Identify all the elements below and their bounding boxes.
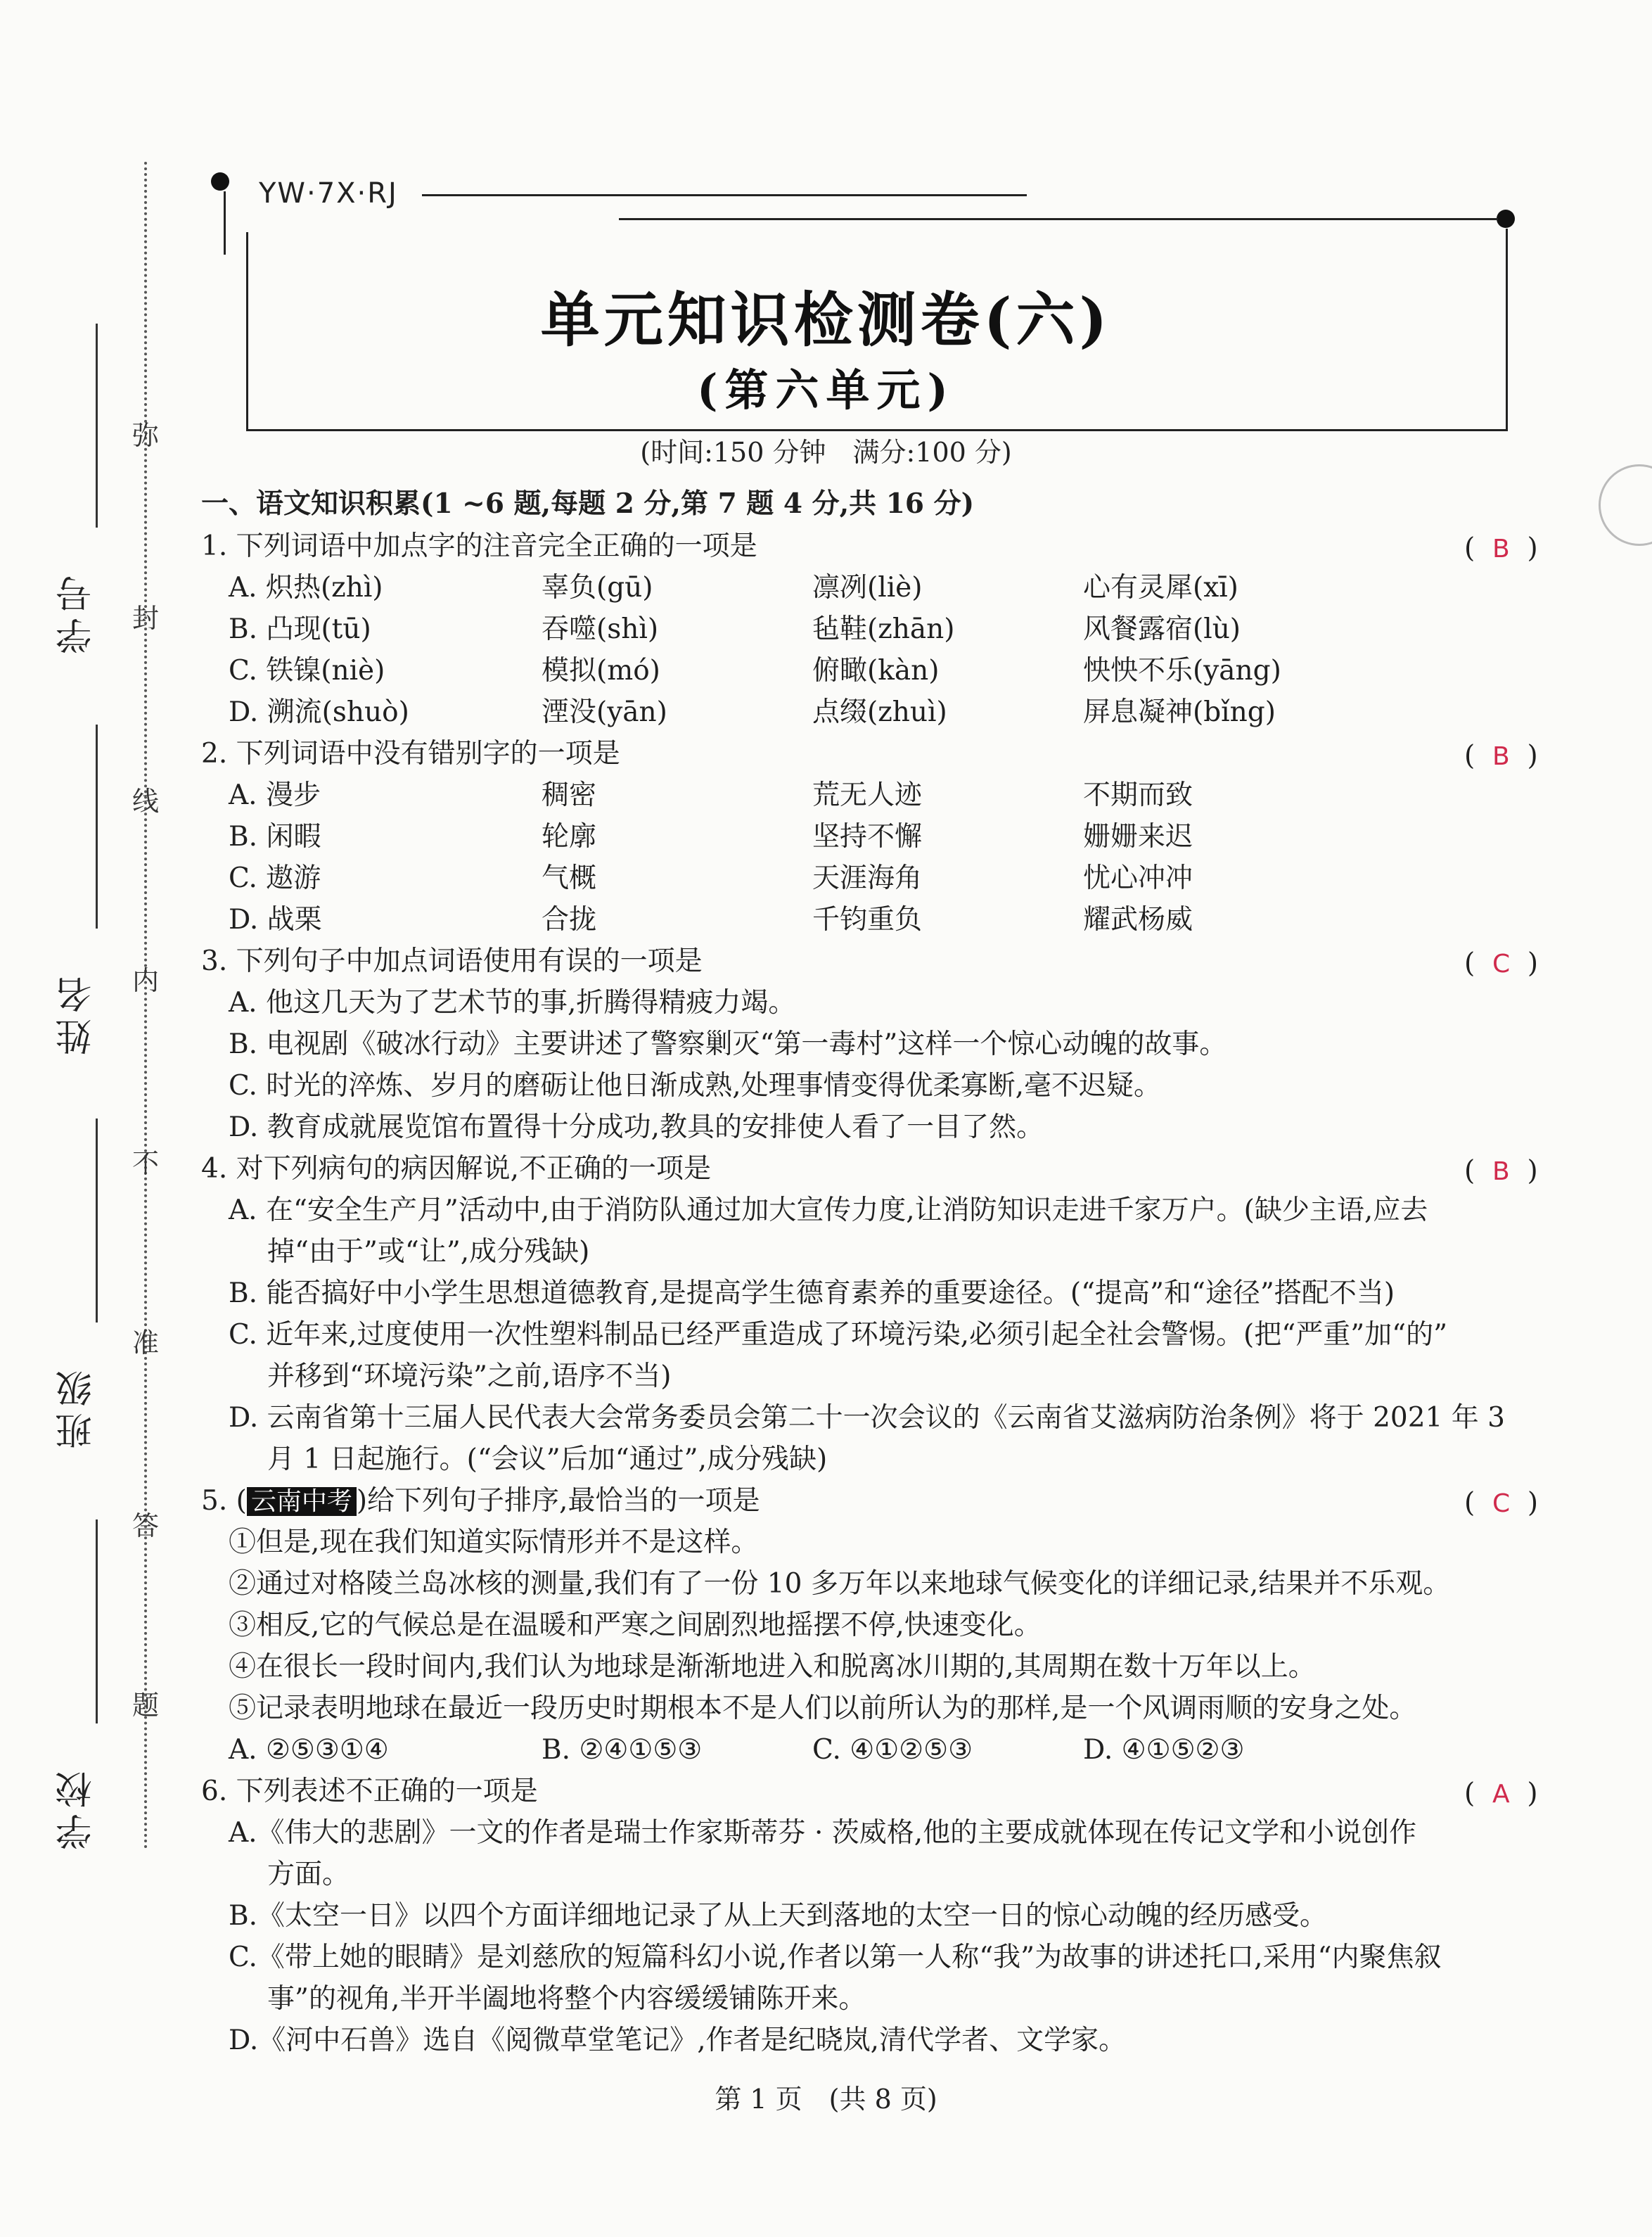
q2-cell: 姗姗来迟 (1083, 821, 1193, 853)
q1-cell: 点缀(zhuì) (812, 696, 947, 728)
q3-option: D. 教育成就展览馆布置得十分成功,教具的安排使人看了一目了然。 (229, 1111, 1044, 1143)
q4-answer-value: B (1492, 1157, 1510, 1186)
q5-choice: B. ②④①⑤③ (542, 1734, 703, 1766)
header-rule-top (422, 194, 1027, 196)
q6-line: B.《太空一日》以四个方面详细地记录了从上天到落地的太空一日的惊心动魄的经历感受。 (229, 1900, 1328, 1932)
time-info: (时间:150 分钟 满分:100 分) (640, 437, 1012, 468)
seal-stamp (1599, 464, 1652, 546)
q6-stem: 6. 下列表述不正确的一项是 (201, 1776, 538, 1807)
q5-answer-value: C (1492, 1489, 1511, 1518)
q3-option: B. 电视剧《破冰行动》主要讲述了警察剿灭“第一毒村”这样一个惊心动魄的故事。 (229, 1028, 1227, 1060)
q5-answer: ( C ) (1464, 1487, 1539, 1519)
q5-sentence: ④在很长一段时间内,我们认为地球是渐渐地进入和脱离冰川期的,其周期在数十万年以上。 (229, 1651, 1316, 1683)
seal-char: 线 (132, 786, 160, 817)
q4-line: B. 能否搞好中小学生思想道德教育,是提高学生德育素养的重要途径。(“提高”和“途径”搭配不当) (229, 1277, 1395, 1309)
seal-char: 封 (132, 603, 160, 634)
q1-cell: 怏怏不乐(yāng) (1083, 655, 1281, 687)
q1-cell: A. 炽热(zhì) (229, 572, 383, 604)
q2-answer-value: B (1492, 742, 1510, 771)
page-subtitle: (第六单元) (697, 364, 955, 416)
q2-cell: 荒无人迹 (812, 779, 923, 811)
q3-answer: ( C ) (1464, 948, 1539, 979)
q1-cell: B. 凸现(tū) (229, 613, 371, 645)
q1-answer: ( B ) (1464, 533, 1538, 564)
field-label-name: 姓名 (56, 971, 98, 1055)
header-dot-right (1497, 210, 1515, 228)
q1-cell: 毡鞋(zhān) (812, 613, 955, 645)
field-label-student-id: 学号 (56, 570, 98, 654)
q2-cell: 合拢 (542, 904, 597, 936)
q6-line: 事”的视角,半开半阖地将整个内容缓缓铺陈开来。 (267, 1983, 866, 2015)
q1-cell: 屏息凝神(bǐng) (1083, 696, 1276, 728)
q1-cell: 吞噬(shì) (542, 613, 659, 645)
q4-line: C. 近年来,过度使用一次性塑料制品已经严重造成了环境污染,必须引起全社会警惕。(把“严重”加“的” (229, 1319, 1448, 1351)
q4-line: 并移到“环境污染”之前,语序不当) (267, 1360, 672, 1392)
field-label-class: 班级 (56, 1365, 98, 1449)
q2-cell: 坚持不懈 (812, 821, 923, 853)
q6-line: C.《带上她的眼睛》是刘慈欣的短篇科幻小说,作者以第一人称“我”为故事的讲述托口,采用“内聚焦叙 (229, 1942, 1442, 1973)
q2-cell: 稠密 (542, 779, 597, 811)
q3-option: A. 他这几天为了艺术节的事,折腾得精疲力竭。 (229, 987, 796, 1019)
q2-cell: 不期而致 (1083, 779, 1193, 811)
q5-choice: D. ④①⑤②③ (1083, 1734, 1245, 1766)
header-rule-left-vertical (224, 191, 226, 255)
q5-sentence: ②通过对格陵兰岛冰核的测量,我们有了一份 10 多万年以来地球气候变化的详细记录,结果并不乐观。 (229, 1568, 1451, 1600)
field-line-class[interactable] (96, 1118, 98, 1323)
q2-cell: A. 漫步 (229, 779, 321, 811)
q1-cell: 心有灵犀(xī) (1083, 572, 1238, 604)
q6-answer-value: A (1492, 1780, 1510, 1809)
q1-cell: 凛冽(liè) (812, 572, 923, 604)
q4-line: 月 1 日起施行。(“会议”后加“通过”,成分残缺) (267, 1443, 828, 1475)
page-title: 单元知识检测卷(六) (540, 285, 1112, 355)
q6-line: A.《伟大的悲剧》一文的作者是瑞士作家斯蒂芬 · 茨威格,他的主要成就体现在传记文学和小说创作 (229, 1817, 1417, 1849)
field-label-school: 学校 (56, 1766, 98, 1850)
seal-char: 不 (132, 1148, 160, 1179)
q6-line: D.《河中石兽》选自《阅微草堂笔记》,作者是纪晓岚,清代学者、文学家。 (229, 2025, 1127, 2056)
q1-answer-value: B (1492, 535, 1510, 563)
q5-source-tag: 云南中考 (247, 1487, 357, 1516)
q4-line: 掉“由于”或“让”,成分残缺) (267, 1236, 590, 1268)
q5-sentence: ⑤记录表明地球在最近一段历史时期根本不是人们以前所认为的那样,是一个风调雨顺的安身之处。 (229, 1693, 1417, 1724)
q1-cell: 模拟(mó) (542, 655, 660, 687)
q1-cell: D. 溯流(shuò) (229, 696, 409, 728)
q2-cell: 千钧重负 (812, 904, 923, 936)
paper-code: YW·7X·RJ (259, 177, 398, 210)
q5-sentence: ③相反,它的气候总是在温暖和严寒之间剧烈地摇摆不停,快速变化。 (229, 1610, 1042, 1641)
seal-char: 答 (132, 1510, 160, 1541)
field-line-school[interactable] (96, 1519, 98, 1723)
seal-char: 内 (132, 965, 160, 996)
q2-stem: 2. 下列词语中没有错别字的一项是 (201, 738, 620, 770)
seal-char: 弥 (132, 420, 160, 451)
seal-char: 题 (132, 1690, 160, 1721)
q2-cell: 轮廓 (542, 821, 597, 853)
q2-cell: 忧心冲冲 (1083, 862, 1193, 894)
q2-cell: B. 闲暇 (229, 821, 321, 853)
page-footer: 第 1 页 (共 8 页) (715, 2084, 937, 2115)
q1-cell: 辜负(gū) (542, 572, 653, 604)
q3-answer-value: C (1492, 950, 1511, 979)
q4-line: A. 在“安全生产月”活动中,由于消防队通过加大宣传力度,让消防知识走进千家万户。(缺少主语,应去 (229, 1194, 1428, 1226)
q2-cell: D. 战栗 (229, 904, 322, 936)
q3-stem: 3. 下列句子中加点词语使用有误的一项是 (201, 945, 703, 977)
q4-stem: 4. 对下列病句的病因解说,不正确的一项是 (201, 1153, 712, 1185)
q2-cell: C. 遨游 (229, 862, 321, 894)
q3-option: C. 时光的淬炼、岁月的磨砺让他日渐成熟,处理事情变得优柔寡断,毫不迟疑。 (229, 1070, 1162, 1102)
seal-char: 准 (132, 1327, 160, 1358)
q5-stem (201, 1487, 760, 1515)
field-line-name[interactable] (96, 725, 98, 929)
q6-line: 方面。 (267, 1859, 350, 1890)
q6-answer: ( A ) (1464, 1778, 1538, 1809)
q1-cell: C. 铁镍(niè) (229, 655, 385, 687)
q1-cell: 湮没(yān) (542, 696, 667, 728)
header-rule-right (619, 218, 1498, 220)
q2-cell: 耀武杨威 (1083, 904, 1193, 936)
q5-stem-text: )给下列句子排序,最恰当的一项是 (356, 1485, 760, 1517)
q2-cell: 天涯海角 (812, 862, 923, 894)
q1-cell: 俯瞰(kàn) (812, 655, 940, 687)
q1-stem: 1. 下列词语中加点字的注音完全正确的一项是 (201, 530, 757, 562)
q2-cell: 气概 (542, 862, 597, 894)
q4-line: D. 云南省第十三届人民代表大会常务委员会第二十一次会议的《云南省艾滋病防治条例》将于 2021 年 3 (229, 1402, 1505, 1434)
q4-answer: ( B ) (1464, 1155, 1538, 1187)
q5-sentence: ①但是,现在我们知道实际情形并不是这样。 (229, 1527, 759, 1558)
header-dot-left (211, 172, 229, 191)
q5-choice: A. ②⑤③①④ (229, 1734, 389, 1766)
q5-number: 5. ( (201, 1485, 247, 1517)
q1-cell: 风餐露宿(lù) (1083, 613, 1241, 645)
section-heading: 一、语文知识积累(1 ~6 题,每题 2 分,第 7 题 4 分,共 16 分) (201, 487, 975, 520)
q5-choice: C. ④①②⑤③ (812, 1734, 973, 1766)
q2-answer: ( B ) (1464, 740, 1538, 772)
